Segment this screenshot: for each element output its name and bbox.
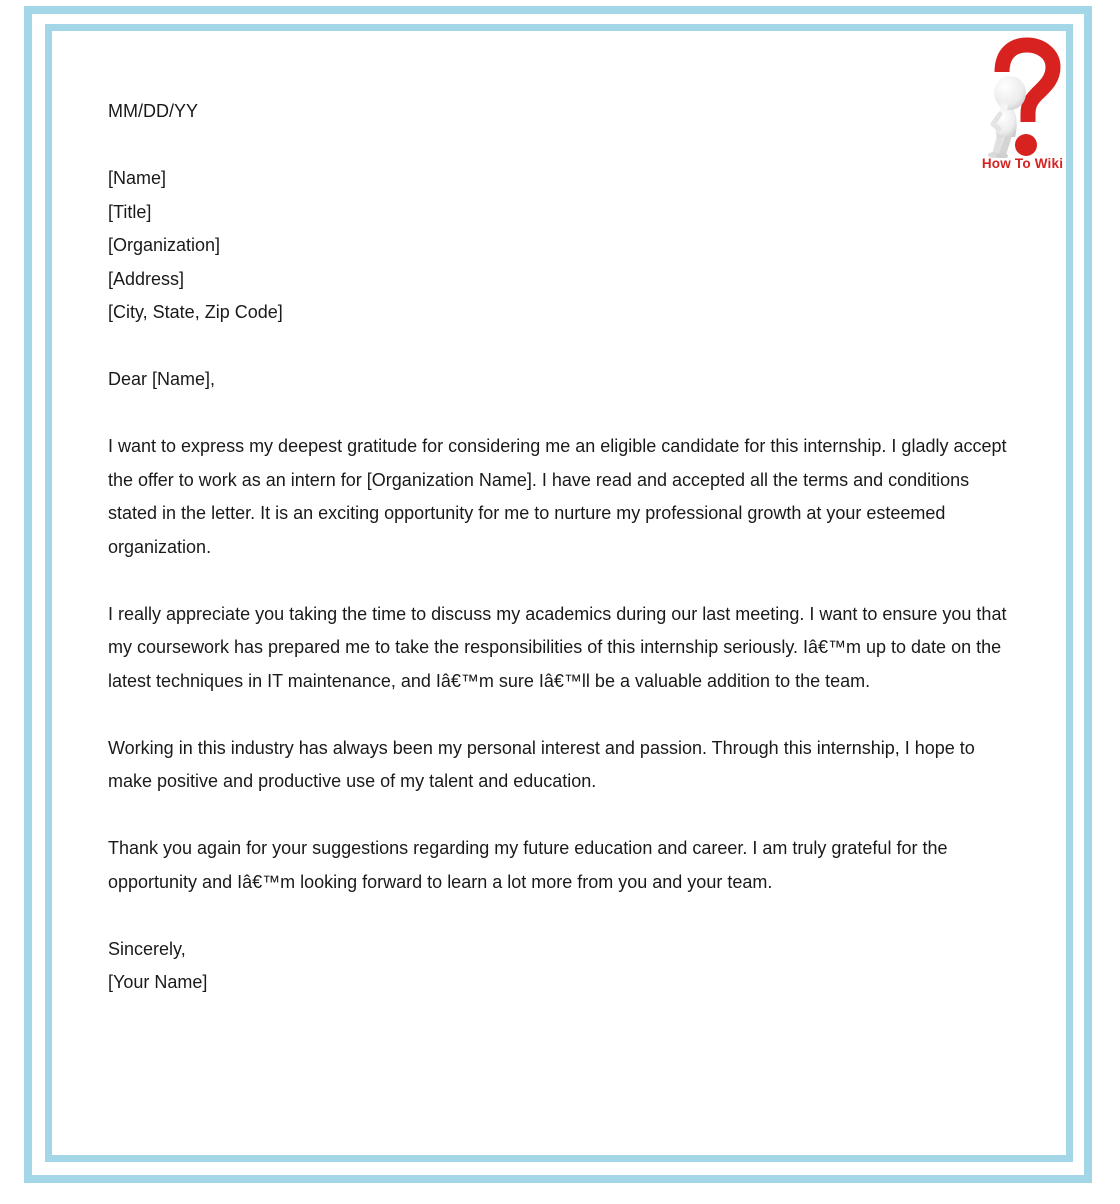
recipient-name: [Name] [108, 168, 167, 188]
closing: Sincerely, [108, 938, 186, 959]
recipient-block [108, 162, 1013, 330]
salutation: Dear [Name], [108, 369, 216, 389]
paragraph-passion: Working in this industry has always been my personal interest and passion. Through this internship, I hope to make positive and productive use of my talent and education. [108, 737, 975, 791]
recipient-address: [Address] [108, 268, 185, 289]
recipient-title: [Title] [108, 201, 152, 222]
letter-date: MM/DD/YY [108, 101, 198, 121]
closing-block [108, 933, 1013, 1000]
recipient-city-state-zip: [City, State, Zip Code] [108, 302, 283, 322]
paragraph-thanks: Thank you again for your suggestions regarding my future education and career. I am truly grateful for the opportunity and Iâ€™m looking forward to learn a lot more from you and your team. [108, 838, 948, 892]
signature: [Your Name] [108, 972, 208, 992]
logo-text: How To Wiki [981, 156, 1064, 171]
letter-body [108, 95, 1013, 1000]
paragraph-academics: I really appreciate you taking the time to discuss my academics during our last meeting. I want to ensure you that my coursework has prepared me to take the responsibilities of this internship seriously. Iâ€™m up to date on the latest techniques in IT maintenance, and Iâ€™m sure Iâ€™ll be a valuable addition to the team. [108, 603, 1007, 691]
recipient-organization: [Organization] [108, 235, 221, 255]
paragraph-gratitude: I want to express my deepest gratitude for considering me an eligible candidate for this internship. I gladly accept the offer to work as an intern for [Organization Name]. I have read and accepted all the terms and conditions stated in the letter. It is an exciting opportunity for me to nurture my professional growth at your esteemed organization. [108, 436, 1007, 557]
